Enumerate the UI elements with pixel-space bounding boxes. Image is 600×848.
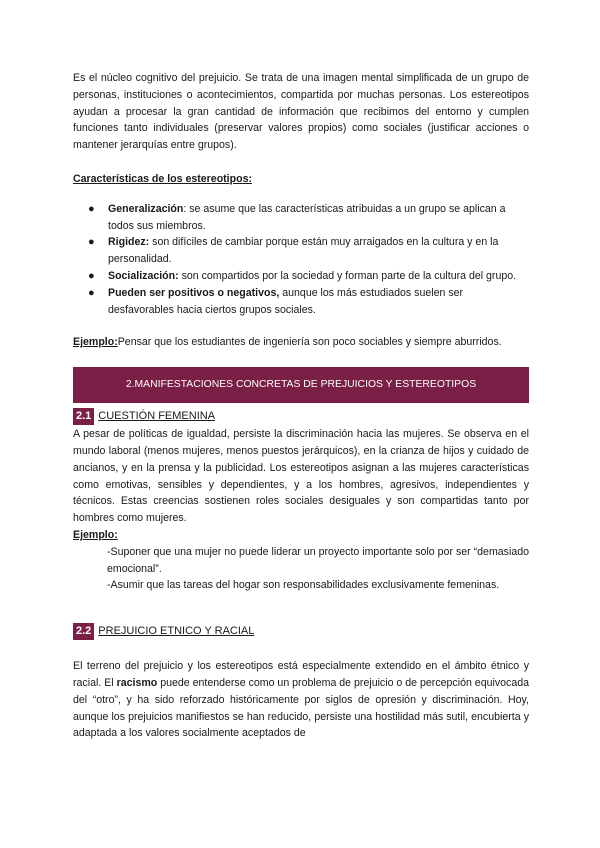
section-title: PREJUICIO ETNICO Y RACIAL [98,625,255,638]
example-paragraph [73,334,529,351]
list-item-term: Socialización: [108,269,179,282]
bullet-icon: ● [88,286,95,299]
list-item [88,268,529,285]
racism-term: racismo [116,676,158,689]
section-2-2-body: El terreno del prejuicio y los estereotipos está especialmente extendido en el ámbito étnico y racial. El racismo puede entenderse como un problema de prejuicio o de percepción equivocada del “otro”, y ha sido reforzado históricamente por siglos de opresión y discriminación. Hoy, aunque los prejuicios manifiestos se han reducido, persiste una hostilidad más sutil, encubierta y adaptada a los valores socialmente aceptados de [73,660,529,740]
list-item [88,201,529,235]
example-label: Ejemplo: [73,336,118,349]
list-item-text: son compartidos por la sociedad y forman parte de la cultura del grupo. [178,269,517,282]
section-2-2-heading [73,622,529,640]
list-item [88,234,529,268]
list-item-text: aunque los más estudiados suelen ser desfavorables hacia ciertos grupos sociales. [108,286,464,316]
characteristics-list [73,201,529,319]
list-item-text: son difíciles de cambiar porque están muy arraigados en la cultura y en la personalidad. [108,236,499,266]
list-item [88,285,529,319]
example-label: Ejemplo: [73,528,118,541]
bullet-icon: ● [88,202,95,215]
section-2-1-body: A pesar de políticas de igualdad, persiste la discriminación hacia las mujeres. Se observa en el mundo laboral (menos mujeres, menos puestos jerárquicos), en la crianza de hijos y cuidado de ancianos, y en la prensa y la publicidad. Los estereotipos asignan a las mujeres características como emotivas, sensibles y dependientes, y a los hombres, agresivos, independientes y técnicos. Estas creencias sostienen roles sociales desiguales y son compartidas tanto por hombres como mujeres. [73,428,529,525]
document-page [73,70,529,742]
list-item-term: Rigidez: [108,236,150,249]
example-text: Pensar que los estudiantes de ingeniería son poco sociables y siempre aburridos. [117,336,502,349]
list-item-term: Pueden ser positivos o negativos, [108,286,280,299]
section-2-1-heading [73,407,529,425]
intro-paragraph: Es el núcleo cognitivo del prejuicio. Se trata de una imagen mental simplificada de un grupo de personas, instituciones o acontecimientos, compartida por muchas personas. Los estereotipos ayudan a procesar la gran cantidad de información que recibimos del entorno y cumplen funciones tanto individuales (preservar valores propios) como sociales (justificar acciones o mantener jerarquías entre grupos). [73,72,529,152]
list-item-term: Generalización [108,202,184,215]
example-list [73,544,529,594]
list-item-text: : se asume que las características atribuidas a un grupo se aplican a todos sus miembros. [108,202,506,232]
characteristics-heading: Características de los estereotipos: [73,172,252,185]
section-number: 2.1 [73,408,94,425]
bullet-icon: ● [88,269,95,282]
list-item: -Suponer que una mujer no puede liderar un proyecto importante solo por ser “demasiado emocional”. [107,545,529,575]
bullet-icon: ● [88,236,95,249]
section-banner: 2.MANIFESTACIONES CONCRETAS DE PREJUICIOS Y ESTEREOTIPOS [73,367,529,403]
section-number: 2.2 [73,623,94,640]
list-item: -Asumir que las tareas del hogar son responsabilidades exclusivamente femeninas. [107,579,500,592]
section-title: CUESTIÓN FEMENINA [98,410,216,423]
